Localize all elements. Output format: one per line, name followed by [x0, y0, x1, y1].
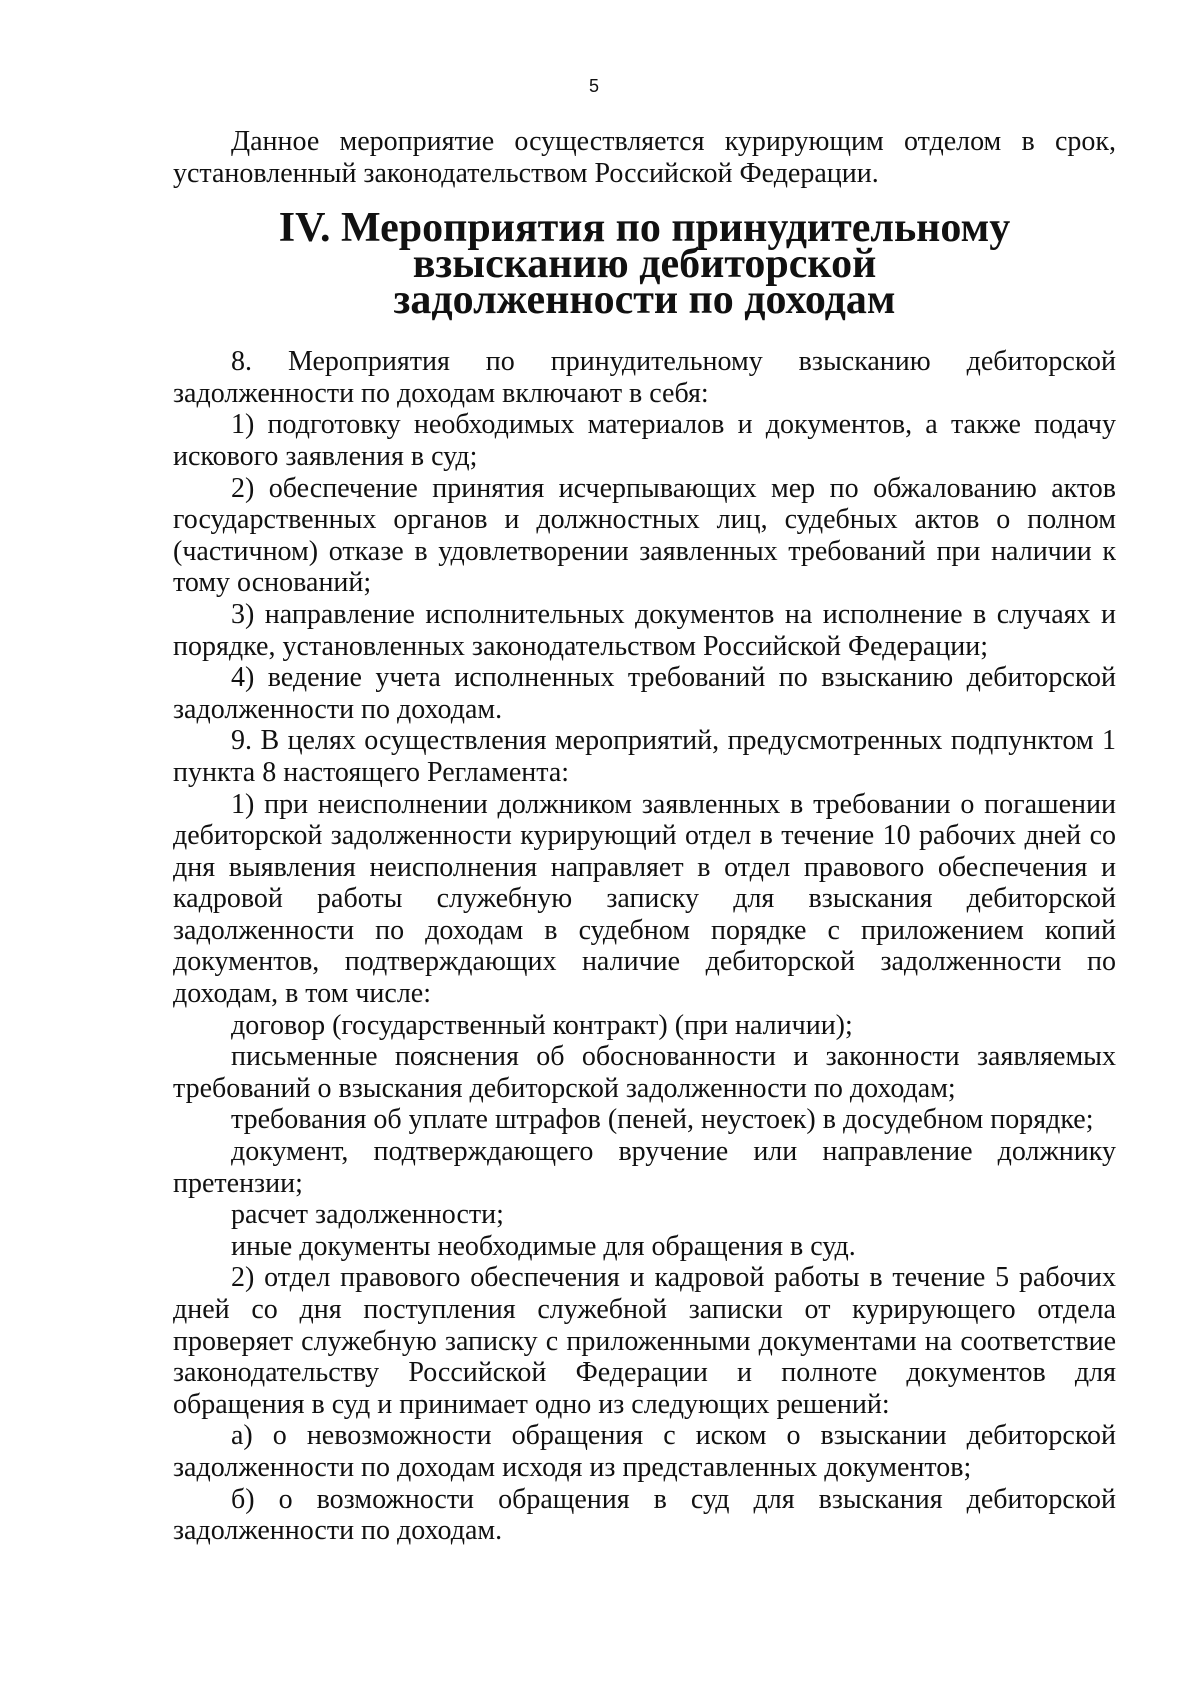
paragraph-8-item-4: 4) ведение учета исполненных требований по взысканию дебиторской задолженности по доходам. — [173, 662, 1116, 725]
paragraph-9: 9. В целях осуществления мероприятий, предусмотренных подпунктом 1 пункта 8 настоящего Регламента: — [173, 725, 1116, 788]
decision-option-b: б) о возможности обращения в суд для взыскания дебиторской задолженности по доходам. — [173, 1483, 1116, 1547]
paragraph-8-item-1: 1) подготовку необходимых материалов и документов, а также подачу искового заявления в суд; — [173, 409, 1116, 472]
paragraph-9-item-2: 2) отдел правового обеспечения и кадровой работы в течение 5 рабочих дней со дня поступления служебной записки от курирующего отдела проверяет служебную записку с приложенными документами на соответствие законодательству Российской Федерации и полноте документов для обращения в суд и принимает одно из следующих решений: — [173, 1262, 1116, 1420]
decision-option-a: а) о невозможности обращения с иском о взыскании дебиторской задолженности по доходам исходя из представленных документов; — [173, 1420, 1116, 1483]
paragraph-9-item-1: 1) при неисполнении должником заявленных в требовании о погашении дебиторской задолженности курирующий отдел в течение 10 рабочих дней со дня выявления неисполнения направляет в отдел правового обеспечения и кадровой работы служебную записку для взыскания дебиторской задолженности по доходам в судебном порядке с приложением копий документов, подтверждающих наличие дебиторской задолженности по доходам, в том числе: — [173, 788, 1116, 1010]
document-list-item: требования об уплате штрафов (пеней, неустоек) в досудебном порядке; — [231, 1104, 1094, 1136]
intro-paragraph: Данное мероприятие осуществляется курирующим отделом в срок, установленный законодательством Российской Федерации. — [173, 126, 1116, 189]
section-title-line-2: задолженности по доходам — [393, 277, 896, 324]
document-body — [173, 126, 1116, 1547]
paragraph-8: 8. Мероприятия по принудительному взысканию дебиторской задолженности по доходам включают в себя: — [173, 346, 1116, 409]
document-list-item: договор (государственный контракт) (при наличии); — [231, 1009, 853, 1041]
document-list-item: расчет задолженности; — [231, 1199, 504, 1231]
section-title — [173, 205, 1116, 324]
page-number: 5 — [588, 76, 599, 96]
document-list-item: документ, подтверждающего вручение или направление должнику претензии; — [173, 1136, 1116, 1199]
section-title-line-1: IV. Мероприятия по принудительному взысканию дебиторской — [278, 205, 1011, 288]
paragraph-8-item-3: 3) направление исполнительных документов на исполнение в случаях и порядке, установленных законодательством Российской Федерации; — [173, 598, 1116, 662]
paragraph-8-item-2: 2) обеспечение принятия исчерпывающих мер по обжалованию актов государственных органов и должностных лиц, судебных актов о полном (частичном) отказе в удовлетворении заявленных требований при наличии к тому оснований; — [173, 472, 1116, 599]
document-list-item: письменные пояснения об обоснованности и законности заявляемых требований о взыскания дебиторской задолженности по доходам; — [173, 1041, 1116, 1104]
document-list-item: иные документы необходимые для обращения в суд. — [231, 1230, 856, 1262]
